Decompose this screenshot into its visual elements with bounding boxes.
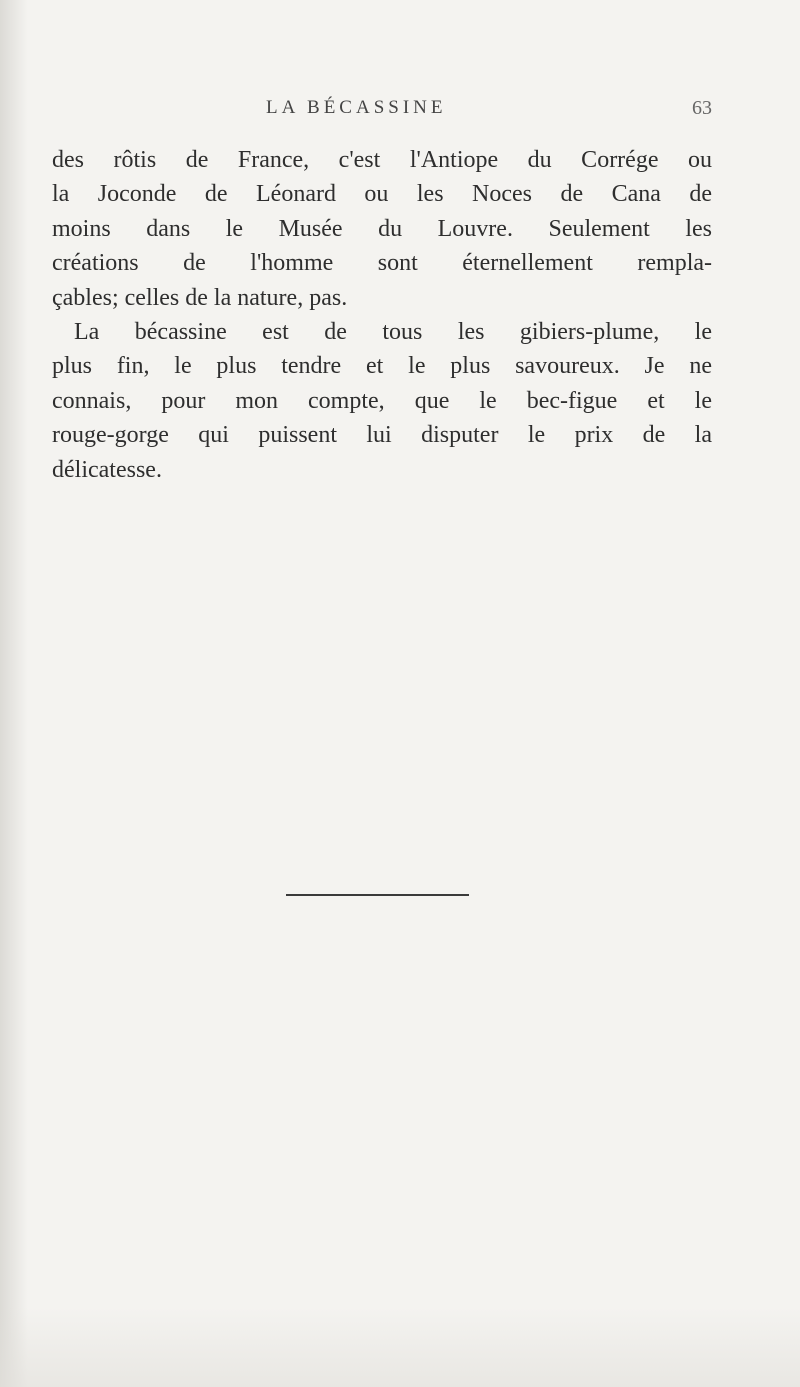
text-line: connais, pour mon compte, que le bec-figue et le (52, 387, 712, 414)
section-end-rule (286, 894, 469, 896)
page-header (52, 97, 712, 127)
text-line: çables; celles de la nature, pas. (52, 284, 348, 311)
text-line: la Joconde de Léonard ou les Noces de Cana de (52, 181, 712, 208)
text-line: créations de l'homme sont éternellement rempla- (52, 250, 712, 277)
text-line: La bécassine est de tous les gibiers-plume, le (74, 319, 712, 346)
page-edge-shadow (0, 0, 28, 1387)
body-text (52, 143, 712, 487)
page-bottom-shadow (0, 1307, 800, 1387)
page-number: 63 (692, 97, 712, 119)
text-line: délicatesse. (52, 456, 162, 483)
running-head: LA BÉCASSINE (266, 97, 447, 118)
text-line: rouge-gorge qui puissent lui disputer le prix de la (52, 422, 712, 449)
text-line: des rôtis de France, c'est l'Antiope du Corrége ou (52, 147, 712, 173)
text-line: moins dans le Musée du Louvre. Seulement les (52, 215, 712, 242)
text-line: plus fin, le plus tendre et le plus savoureux. Je ne (52, 353, 712, 380)
